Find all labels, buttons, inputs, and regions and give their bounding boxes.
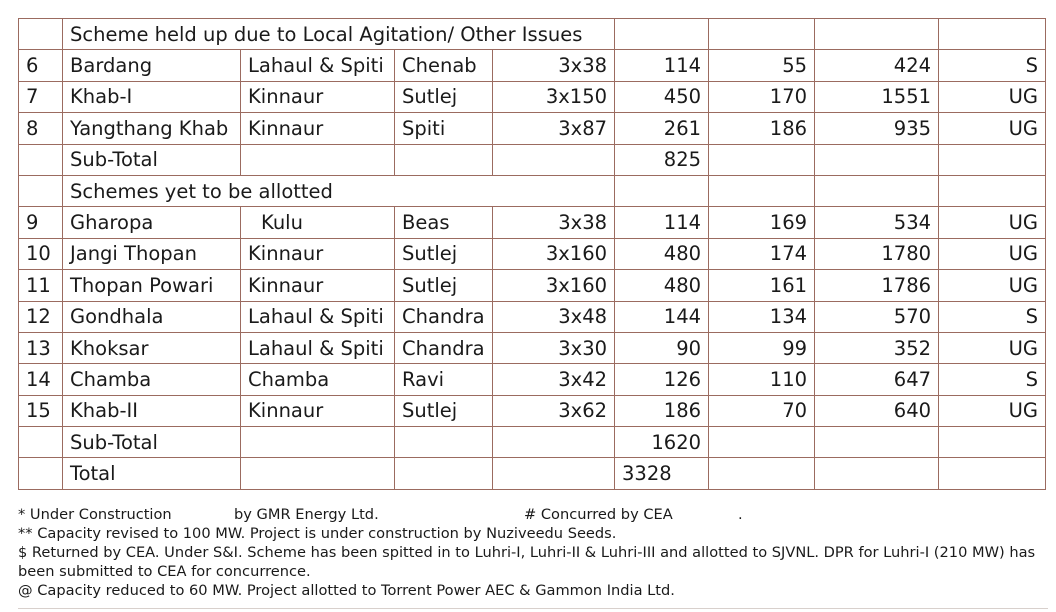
district: Lahaul & Spiti: [241, 301, 395, 332]
footnote-capacity-revised: ** Capacity revised to 100 MW. Project is under construction by Nuziveedu Seeds.: [18, 525, 617, 542]
unit-configuration: 3x160: [493, 238, 615, 269]
table-row: [19, 301, 1046, 332]
capacity-mw: 480: [615, 238, 709, 269]
district: Lahaul & Spiti: [241, 332, 395, 363]
district: Kulu: [241, 207, 395, 238]
bottom-divider: [18, 608, 1048, 609]
serial-number: 12: [19, 301, 63, 332]
river: Chandra: [395, 332, 493, 363]
unit-configuration: 3x48: [493, 301, 615, 332]
footnotes: [18, 505, 1048, 600]
energy-value: 1780: [815, 238, 939, 269]
capacity-mw: 144: [615, 301, 709, 332]
unit-configuration: 3x30: [493, 332, 615, 363]
capacity-mw: 186: [615, 395, 709, 426]
section-row-allot: [19, 175, 1046, 206]
subtotal-row-value: 825: [615, 144, 709, 175]
head-value: 99: [709, 332, 815, 363]
serial-number: 13: [19, 332, 63, 363]
serial-number: 10: [19, 238, 63, 269]
scheme-name: Bardang: [63, 50, 241, 81]
energy-value: 352: [815, 332, 939, 363]
capacity-mw: 114: [615, 50, 709, 81]
serial-number: 15: [19, 395, 63, 426]
scheme-type: UG: [939, 238, 1046, 269]
energy-value: 570: [815, 301, 939, 332]
district: Lahaul & Spiti: [241, 50, 395, 81]
total-row-value: 3328: [615, 458, 709, 489]
capacity-mw: 261: [615, 113, 709, 144]
energy-value: 534: [815, 207, 939, 238]
unit-configuration: 3x87: [493, 113, 615, 144]
scheme-name: Khoksar: [63, 332, 241, 363]
district: Kinnaur: [241, 81, 395, 112]
scheme-type: UG: [939, 81, 1046, 112]
head-value: 110: [709, 364, 815, 395]
table-row: [19, 364, 1046, 395]
scheme-type: UG: [939, 332, 1046, 363]
subtotal-row-label: Sub-Total: [63, 427, 241, 458]
subtotal-row: [19, 427, 1046, 458]
subtotal-row-value: 1620: [615, 427, 709, 458]
scheme-type: UG: [939, 113, 1046, 144]
footnote-under-construction: * Under Construction: [18, 506, 172, 523]
river: Spiti: [395, 113, 493, 144]
river: Sutlej: [395, 81, 493, 112]
energy-value: 1786: [815, 270, 939, 301]
footnote-dot: .: [738, 506, 743, 523]
scheme-type: S: [939, 301, 1046, 332]
river: Ravi: [395, 364, 493, 395]
footnote-line-1: [18, 505, 1048, 524]
scheme-name: Thopan Powari: [63, 270, 241, 301]
total-row-label: Total: [63, 458, 241, 489]
head-value: 55: [709, 50, 815, 81]
head-value: 186: [709, 113, 815, 144]
serial-number: 7: [19, 81, 63, 112]
section-row-held-up: [19, 19, 1046, 50]
river: Sutlej: [395, 270, 493, 301]
head-value: 174: [709, 238, 815, 269]
district: Kinnaur: [241, 270, 395, 301]
total-row: [19, 458, 1046, 489]
scheme-type: UG: [939, 395, 1046, 426]
head-value: 170: [709, 81, 815, 112]
table-row: [19, 207, 1046, 238]
scheme-name: Khab-II: [63, 395, 241, 426]
footnote-returned: $ Returned by CEA. Under S&I. Scheme has been spitted in to Luhri-I, Luhri-II & Luhri-III and allotted to SJVNL. DPR for Luhri-I (210 MW) has been submitted to CEA for concurrence.: [18, 544, 1036, 580]
table-row: [19, 270, 1046, 301]
subtotal-row: [19, 144, 1046, 175]
scheme-type: S: [939, 364, 1046, 395]
head-value: 161: [709, 270, 815, 301]
unit-configuration: 3x62: [493, 395, 615, 426]
river: Beas: [395, 207, 493, 238]
unit-configuration: 3x38: [493, 50, 615, 81]
unit-configuration: 3x38: [493, 207, 615, 238]
river: Sutlej: [395, 395, 493, 426]
scheme-name: Khab-I: [63, 81, 241, 112]
scheme-name: Gharopa: [63, 207, 241, 238]
serial-number: 11: [19, 270, 63, 301]
footnote-gmr: by GMR Energy Ltd.: [234, 506, 379, 523]
energy-value: 1551: [815, 81, 939, 112]
scheme-name: Chamba: [63, 364, 241, 395]
river: Sutlej: [395, 238, 493, 269]
table-row: [19, 81, 1046, 112]
unit-configuration: 3x150: [493, 81, 615, 112]
section-title: Schemes yet to be allotted: [63, 175, 615, 206]
energy-value: 424: [815, 50, 939, 81]
energy-value: 640: [815, 395, 939, 426]
serial-number: 9: [19, 207, 63, 238]
head-value: 169: [709, 207, 815, 238]
river: Chenab: [395, 50, 493, 81]
table-row: [19, 238, 1046, 269]
capacity-mw: 450: [615, 81, 709, 112]
table-row: [19, 332, 1046, 363]
head-value: 70: [709, 395, 815, 426]
table-row: [19, 50, 1046, 81]
scheme-type: UG: [939, 207, 1046, 238]
section-title: Scheme held up due to Local Agitation/ Other Issues: [63, 19, 615, 50]
footnote-concurred: # Concurred by CEA: [524, 506, 673, 523]
table-row: [19, 113, 1046, 144]
capacity-mw: 114: [615, 207, 709, 238]
energy-value: 647: [815, 364, 939, 395]
scheme-name: Yangthang Khab: [63, 113, 241, 144]
serial-number: 14: [19, 364, 63, 395]
scheme-type: UG: [939, 270, 1046, 301]
capacity-mw: 480: [615, 270, 709, 301]
scheme-name: Jangi Thopan: [63, 238, 241, 269]
district: Kinnaur: [241, 238, 395, 269]
subtotal-row-label: Sub-Total: [63, 144, 241, 175]
district: Chamba: [241, 364, 395, 395]
head-value: 134: [709, 301, 815, 332]
serial-number: 8: [19, 113, 63, 144]
serial-number: 6: [19, 50, 63, 81]
table-row: [19, 395, 1046, 426]
capacity-mw: 90: [615, 332, 709, 363]
energy-value: 935: [815, 113, 939, 144]
river: Chandra: [395, 301, 493, 332]
capacity-mw: 126: [615, 364, 709, 395]
district: Kinnaur: [241, 113, 395, 144]
scheme-type: S: [939, 50, 1046, 81]
unit-configuration: 3x42: [493, 364, 615, 395]
schemes-table: [18, 18, 1046, 490]
footnote-capacity-reduced: @ Capacity reduced to 60 MW. Project allotted to Torrent Power AEC & Gammon India Ltd.: [18, 582, 675, 599]
scheme-name: Gondhala: [63, 301, 241, 332]
unit-configuration: 3x160: [493, 270, 615, 301]
district: Kinnaur: [241, 395, 395, 426]
